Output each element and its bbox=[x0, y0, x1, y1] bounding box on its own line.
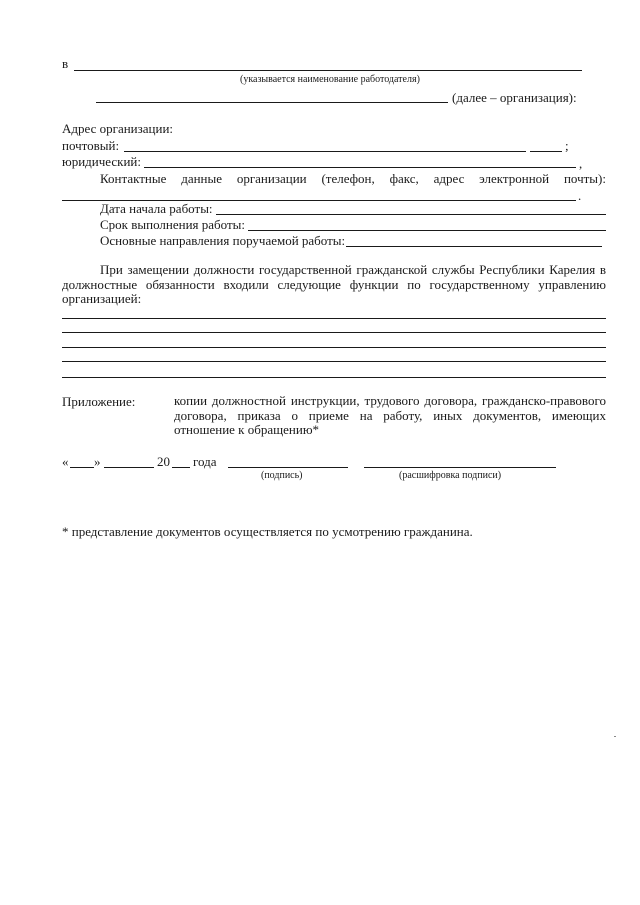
postal-address-end: ; bbox=[565, 138, 569, 153]
functions-field-line[interactable] bbox=[62, 332, 606, 333]
employer-caption: (указывается наименование работодателя) bbox=[240, 74, 420, 85]
legal-address-end: , bbox=[579, 156, 583, 171]
employer-name-field-2[interactable] bbox=[96, 102, 448, 103]
term-label: Срок выполнения работы: bbox=[100, 217, 245, 232]
contacts-word: почты): bbox=[563, 171, 606, 186]
date-close-quote: » bbox=[94, 454, 101, 469]
month-field[interactable] bbox=[104, 467, 154, 468]
year-prefix: 20 bbox=[157, 454, 170, 469]
contacts-word: электронной bbox=[479, 171, 550, 186]
legal-address-field[interactable] bbox=[144, 167, 576, 168]
functions-field-line[interactable] bbox=[62, 318, 606, 319]
functions-field-line[interactable] bbox=[62, 347, 606, 348]
functions-field-line[interactable] bbox=[62, 361, 606, 362]
attachment-label: Приложение: bbox=[62, 394, 136, 409]
attachment-text: копии должностной инструкции, трудового договора, гражданско-правового договора, приказа о приеме на работу, иных документов, имеющих отношение к обращению* bbox=[174, 393, 606, 437]
postal-address-field-extra[interactable] bbox=[530, 151, 562, 152]
contacts-end: . bbox=[578, 188, 582, 203]
functions-field-line[interactable] bbox=[62, 377, 606, 378]
day-field[interactable] bbox=[70, 467, 94, 468]
functions-paragraph: При замещении должности государственной гражданской службы Республики Карелия в должностные обязанности входили следующие функции по государственному управлению организацией: bbox=[62, 262, 606, 306]
legal-address-label: юридический: bbox=[62, 154, 141, 169]
directions-label: Основные направления поручаемой работы: bbox=[100, 233, 346, 248]
contacts-word: (телефон, bbox=[321, 171, 375, 186]
address-heading: Адрес организации: bbox=[62, 121, 174, 136]
contacts-word: организации bbox=[236, 171, 307, 186]
contacts-word: факс, bbox=[389, 171, 419, 186]
year-field[interactable] bbox=[172, 467, 190, 468]
postal-address-label: почтовый: bbox=[62, 138, 120, 153]
start-date-field[interactable] bbox=[216, 214, 606, 215]
year-word: года bbox=[193, 454, 217, 469]
signature-caption: (подпись) bbox=[261, 470, 303, 481]
footnote: * представление документов осуществляется по усмотрению гражданина. bbox=[62, 524, 473, 539]
start-date-label: Дата начала работы: bbox=[100, 201, 213, 216]
scan-mark bbox=[614, 736, 616, 737]
term-field[interactable] bbox=[248, 230, 606, 231]
signature-decode-caption: (расшифровка подписи) bbox=[399, 470, 502, 481]
contacts-word: адрес bbox=[433, 171, 465, 186]
contacts-word: данные bbox=[181, 171, 223, 186]
directions-field[interactable] bbox=[346, 246, 602, 247]
postal-address-field[interactable] bbox=[124, 151, 526, 152]
date-open-quote: « bbox=[62, 454, 69, 469]
contacts-line bbox=[100, 171, 606, 186]
signature-field[interactable] bbox=[228, 467, 348, 468]
organization-alias: (далее – организация): bbox=[452, 90, 577, 105]
employer-name-field[interactable] bbox=[74, 70, 582, 71]
signature-decode-field[interactable] bbox=[364, 467, 556, 468]
employer-prefix: в bbox=[62, 56, 69, 71]
contacts-word: Контактные bbox=[100, 171, 167, 186]
